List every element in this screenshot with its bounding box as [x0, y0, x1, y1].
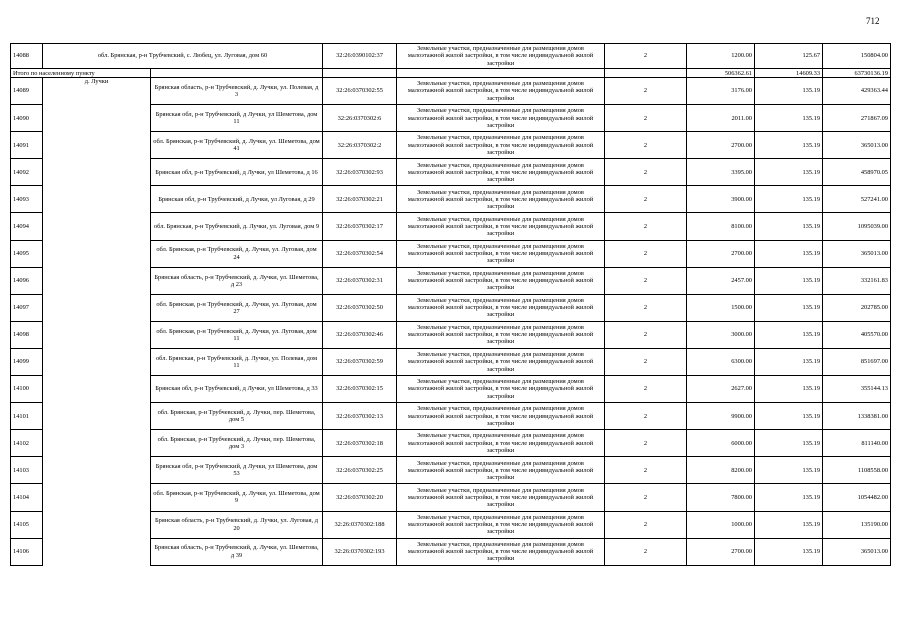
- subtotal-area: 506362.61: [687, 69, 755, 78]
- row-value: 811140.00: [823, 430, 891, 457]
- row-id: 14101: [11, 403, 43, 430]
- row-id: 14090: [11, 105, 43, 132]
- row-cadastral: 32:26:0370302:59: [323, 348, 397, 375]
- empty-cell: [43, 457, 151, 484]
- row-address: обл. Брянская, р-н Трубчевский, д. Лучки, ул. Луговая, дом 9: [151, 213, 323, 240]
- table-row: [11, 457, 891, 484]
- row-cadastral: 32:26:0370302:31: [323, 267, 397, 294]
- row-group: 2: [605, 132, 687, 159]
- row-group: 2: [605, 321, 687, 348]
- row-id: 14096: [11, 267, 43, 294]
- row-purpose: Земельные участки, предназначенные для размещения домов малоэтажной жилой застройки, в том числе индивидуальной жилой застройки: [397, 511, 605, 538]
- row-purpose: Земельные участки, предназначенные для размещения домов малоэтажной жилой застройки, в том числе индивидуальной жилой застройки: [397, 44, 605, 69]
- row-rate: 135.19: [755, 403, 823, 430]
- row-id: 14105: [11, 511, 43, 538]
- row-group: 2: [605, 538, 687, 565]
- row-value: 150804.00: [823, 44, 891, 69]
- row-area: 3176.00: [687, 78, 755, 105]
- row-purpose: Земельные участки, предназначенные для размещения домов малоэтажной жилой застройки, в том числе индивидуальной жилой застройки: [397, 430, 605, 457]
- table-row: [11, 186, 891, 213]
- row-value: 527241.00: [823, 186, 891, 213]
- row-rate: 135.19: [755, 213, 823, 240]
- row-purpose: Земельные участки, предназначенные для размещения домов малоэтажной жилой застройки, в том числе индивидуальной жилой застройки: [397, 348, 605, 375]
- row-cadastral: 32:26:0370302:13: [323, 403, 397, 430]
- table-row: [11, 159, 891, 186]
- row-purpose: Земельные участки, предназначенные для размещения домов малоэтажной жилой застройки, в том числе индивидуальной жилой застройки: [397, 457, 605, 484]
- row-group: 2: [605, 186, 687, 213]
- row-address: обл. Брянская, р-н Трубчевский, с. Любец, ул. Луговая, дом 60: [43, 44, 323, 69]
- subtotal-rate: 14609.33: [755, 69, 823, 78]
- row-address: обл. Брянская, р-н Трубчевский, д. Лучки, ул. Луговая, дом 27: [151, 294, 323, 321]
- empty-cell: [43, 105, 151, 132]
- empty-cell: [43, 538, 151, 565]
- table-row: [11, 321, 891, 348]
- row-cadastral: 32:26:0370302:17: [323, 213, 397, 240]
- table-row: [11, 213, 891, 240]
- row-purpose: Земельные участки, предназначенные для размещения домов малоэтажной жилой застройки, в том числе индивидуальной жилой застройки: [397, 132, 605, 159]
- row-area: 9900.00: [687, 403, 755, 430]
- empty-cell: [43, 321, 151, 348]
- row-purpose: Земельные участки, предназначенные для размещения домов малоэтажной жилой застройки, в том числе индивидуальной жилой застройки: [397, 240, 605, 267]
- subtotal-value: 63730136.19: [823, 69, 891, 78]
- row-area: 7800.00: [687, 484, 755, 511]
- row-id: 14104: [11, 484, 43, 511]
- row-rate: 135.19: [755, 348, 823, 375]
- row-cadastral: 32:26:0370302:46: [323, 321, 397, 348]
- row-rate: 135.19: [755, 484, 823, 511]
- row-area: 3000.00: [687, 321, 755, 348]
- land-registry-table: [10, 43, 891, 566]
- row-address: обл. Брянская, р-н Трубчевский, д. Лучки, пер. Шеметова, дом 5: [151, 403, 323, 430]
- row-area: 2011.00: [687, 105, 755, 132]
- table-row: [11, 78, 891, 105]
- row-id: 14102: [11, 430, 43, 457]
- subtotal-label: Итого по населенному пункту: [11, 69, 151, 78]
- row-area: 2457.00: [687, 267, 755, 294]
- row-rate: 135.19: [755, 321, 823, 348]
- row-group: 2: [605, 44, 687, 69]
- row-cadastral: 32:26:0370302:193: [323, 538, 397, 565]
- row-address: Брянская обл, р-н Трубчевский, д Лучки, ул Шеметова, дом 53: [151, 457, 323, 484]
- row-area: 6300.00: [687, 348, 755, 375]
- empty-cell: [43, 213, 151, 240]
- table-row: [11, 132, 891, 159]
- row-area: 8200.00: [687, 457, 755, 484]
- row-group: 2: [605, 78, 687, 105]
- row-purpose: Земельные участки, предназначенные для размещения домов малоэтажной жилой застройки, в том числе индивидуальной жилой застройки: [397, 78, 605, 105]
- row-address: Брянская обл, р-н Трубчевский, д Лучки, ул Шеметова, д 33: [151, 376, 323, 403]
- row-address: Брянская область, р-н Трубчевский, д. Лучки, ул. Полевая, д 3: [151, 78, 323, 105]
- table-row: [11, 240, 891, 267]
- row-area: 1000.00: [687, 511, 755, 538]
- table-row: [11, 348, 891, 375]
- row-value: 1054482.00: [823, 484, 891, 511]
- row-purpose: Земельные участки, предназначенные для размещения домов малоэтажной жилой застройки, в том числе индивидуальной жилой застройки: [397, 376, 605, 403]
- row-value: 405570.00: [823, 321, 891, 348]
- row-purpose: Земельные участки, предназначенные для размещения домов малоэтажной жилой застройки, в том числе индивидуальной жилой застройки: [397, 267, 605, 294]
- row-group: 2: [605, 348, 687, 375]
- row-area: 2700.00: [687, 240, 755, 267]
- table-row: [11, 376, 891, 403]
- row-rate: 135.19: [755, 376, 823, 403]
- row-group: 2: [605, 376, 687, 403]
- row-id: 14088: [11, 44, 43, 69]
- row-cadastral: 32:26:0370302:18: [323, 430, 397, 457]
- row-purpose: Земельные участки, предназначенные для размещения домов малоэтажной жилой застройки, в том числе индивидуальной жилой застройки: [397, 105, 605, 132]
- row-group: 2: [605, 240, 687, 267]
- empty-cell: [43, 348, 151, 375]
- table-row: [11, 484, 891, 511]
- row-address: Брянская обл, р-н Трубчевский, д Лучки, ул Шеметова, дом 11: [151, 105, 323, 132]
- row-cadastral: 32:26:0370302:188: [323, 511, 397, 538]
- empty-cell: [43, 376, 151, 403]
- row-purpose: Земельные участки, предназначенные для размещения домов малоэтажной жилой застройки, в том числе индивидуальной жилой застройки: [397, 186, 605, 213]
- row-rate: 135.19: [755, 294, 823, 321]
- row-id: 14091: [11, 132, 43, 159]
- row-rate: 135.19: [755, 186, 823, 213]
- table-row: [11, 511, 891, 538]
- row-cadastral: 32:26:0390102:37: [323, 44, 397, 69]
- row-id: 14106: [11, 538, 43, 565]
- row-rate: 135.19: [755, 132, 823, 159]
- table-row: [11, 105, 891, 132]
- row-cadastral: 32:26:0370302:93: [323, 159, 397, 186]
- row-cadastral: 32:26:0370302:50: [323, 294, 397, 321]
- empty-cell: [43, 403, 151, 430]
- row-area: 1500.00: [687, 294, 755, 321]
- row-value: 355144.13: [823, 376, 891, 403]
- row-address: обл. Брянская, р-н Трубчевский, д. Лучки, ул. Полевая, дом 11: [151, 348, 323, 375]
- row-group: 2: [605, 294, 687, 321]
- row-group: 2: [605, 105, 687, 132]
- row-area: 3395.00: [687, 159, 755, 186]
- empty-cell: [43, 484, 151, 511]
- row-id: 14099: [11, 348, 43, 375]
- row-id: 14097: [11, 294, 43, 321]
- row-area: 8100.00: [687, 213, 755, 240]
- row-cadastral: 32:26:0370302:54: [323, 240, 397, 267]
- row-value: 458970.05: [823, 159, 891, 186]
- row-address: Брянская область, р-н Трубчевский, д. Лучки, ул. Луговая, д 20: [151, 511, 323, 538]
- row-area: 2700.00: [687, 132, 755, 159]
- row-area: 6000.00: [687, 430, 755, 457]
- row-area: 3900.00: [687, 186, 755, 213]
- row-value: 202785.00: [823, 294, 891, 321]
- row-group: 2: [605, 159, 687, 186]
- row-purpose: Земельные участки, предназначенные для размещения домов малоэтажной жилой застройки, в том числе индивидуальной жилой застройки: [397, 294, 605, 321]
- row-address: обл. Брянская, р-н Трубчевский, д. Лучки, ул. Шеметова, дом 9: [151, 484, 323, 511]
- row-value: 1095039.00: [823, 213, 891, 240]
- row-area: 2700.00: [687, 538, 755, 565]
- row-value: 429363.44: [823, 78, 891, 105]
- row-rate: 135.19: [755, 105, 823, 132]
- row-id: 14094: [11, 213, 43, 240]
- row-rate: 135.19: [755, 78, 823, 105]
- row-id: 14093: [11, 186, 43, 213]
- row-address: обл. Брянская, р-н Трубчевский, д. Лучки, ул. Луговая, дом 24: [151, 240, 323, 267]
- row-id: 14098: [11, 321, 43, 348]
- row-address: обл. Брянская, р-н Трубчевский, д. Лучки, пер. Шеметова, дом 3: [151, 430, 323, 457]
- row-address: Брянская обл, р-н Трубчевский, д Лучки, ул Луговая, д 29: [151, 186, 323, 213]
- subtotal-row: [11, 69, 891, 78]
- row-rate: 135.19: [755, 511, 823, 538]
- row-id: 14092: [11, 159, 43, 186]
- row-id: 14089: [11, 78, 43, 105]
- row-cadastral: 32:26:0370302:25: [323, 457, 397, 484]
- row-address: обл. Брянская, р-н Трубчевский, д. Лучки, ул. Луговая, дом 11: [151, 321, 323, 348]
- row-value: 365013.00: [823, 240, 891, 267]
- row-group: 2: [605, 457, 687, 484]
- row-purpose: Земельные участки, предназначенные для размещения домов малоэтажной жилой застройки, в том числе индивидуальной жилой застройки: [397, 484, 605, 511]
- row-value: 365013.00: [823, 538, 891, 565]
- row-cadastral: 32:26:0370302:6: [323, 105, 397, 132]
- row-id: 14103: [11, 457, 43, 484]
- row-value: 1338381.00: [823, 403, 891, 430]
- empty-cell: [43, 267, 151, 294]
- row-purpose: Земельные участки, предназначенные для размещения домов малоэтажной жилой застройки, в том числе индивидуальной жилой застройки: [397, 213, 605, 240]
- row-address: обл. Брянская, р-н Трубчевский, д. Лучки, ул. Шеметова, дом 41: [151, 132, 323, 159]
- row-purpose: Земельные участки, предназначенные для размещения домов малоэтажной жилой застройки, в том числе индивидуальной жилой застройки: [397, 321, 605, 348]
- table-row: [11, 538, 891, 565]
- row-address: Брянская область, р-н Трубчевский, д. Лучки, ул. Шеметова, д 23: [151, 267, 323, 294]
- row-cadastral: 32:26:0370302:21: [323, 186, 397, 213]
- row-id: 14095: [11, 240, 43, 267]
- table-row: [11, 403, 891, 430]
- row-value: 1108558.00: [823, 457, 891, 484]
- row-area: 1200.00: [687, 44, 755, 69]
- row-rate: 135.19: [755, 240, 823, 267]
- row-value: 365013.00: [823, 132, 891, 159]
- row-rate: 125.67: [755, 44, 823, 69]
- locality-label: д. Лучки: [43, 78, 151, 105]
- row-group: 2: [605, 430, 687, 457]
- row-value: 851697.00: [823, 348, 891, 375]
- row-rate: 135.19: [755, 538, 823, 565]
- row-rate: 135.19: [755, 159, 823, 186]
- row-cadastral: 32:26:0370302:55: [323, 78, 397, 105]
- row-group: 2: [605, 213, 687, 240]
- row-cadastral: 32:26:0370302:15: [323, 376, 397, 403]
- table-row: [11, 267, 891, 294]
- empty-cell: [43, 294, 151, 321]
- row-value: 271867.09: [823, 105, 891, 132]
- row-cadastral: 32:26:0370302:20: [323, 484, 397, 511]
- row-cadastral: 32:26:0370302:2: [323, 132, 397, 159]
- row-purpose: Земельные участки, предназначенные для размещения домов малоэтажной жилой застройки, в том числе индивидуальной жилой застройки: [397, 538, 605, 565]
- row-value: 332161.83: [823, 267, 891, 294]
- row-group: 2: [605, 484, 687, 511]
- row-purpose: Земельные участки, предназначенные для размещения домов малоэтажной жилой застройки, в том числе индивидуальной жилой застройки: [397, 159, 605, 186]
- row-rate: 135.19: [755, 457, 823, 484]
- empty-cell: [43, 430, 151, 457]
- row-group: 2: [605, 511, 687, 538]
- page-number: 712: [866, 16, 880, 26]
- table-row: [11, 294, 891, 321]
- row-group: 2: [605, 267, 687, 294]
- empty-cell: [43, 159, 151, 186]
- empty-cell: [43, 240, 151, 267]
- row-rate: 135.19: [755, 430, 823, 457]
- row-value: 135190.00: [823, 511, 891, 538]
- row-address: Брянская область, р-н Трубчевский, д. Лучки, ул. Шеметова, д 39: [151, 538, 323, 565]
- row-purpose: Земельные участки, предназначенные для размещения домов малоэтажной жилой застройки, в том числе индивидуальной жилой застройки: [397, 403, 605, 430]
- empty-cell: [43, 132, 151, 159]
- empty-cell: [43, 186, 151, 213]
- row-rate: 135.19: [755, 267, 823, 294]
- row-address: Брянская обл, р-н Трубчевский, д Лучки, ул Шеметова, д 16: [151, 159, 323, 186]
- table-row: [11, 430, 891, 457]
- row-area: 2627.00: [687, 376, 755, 403]
- empty-cell: [43, 511, 151, 538]
- table-row: [11, 44, 891, 69]
- row-group: 2: [605, 403, 687, 430]
- row-id: 14100: [11, 376, 43, 403]
